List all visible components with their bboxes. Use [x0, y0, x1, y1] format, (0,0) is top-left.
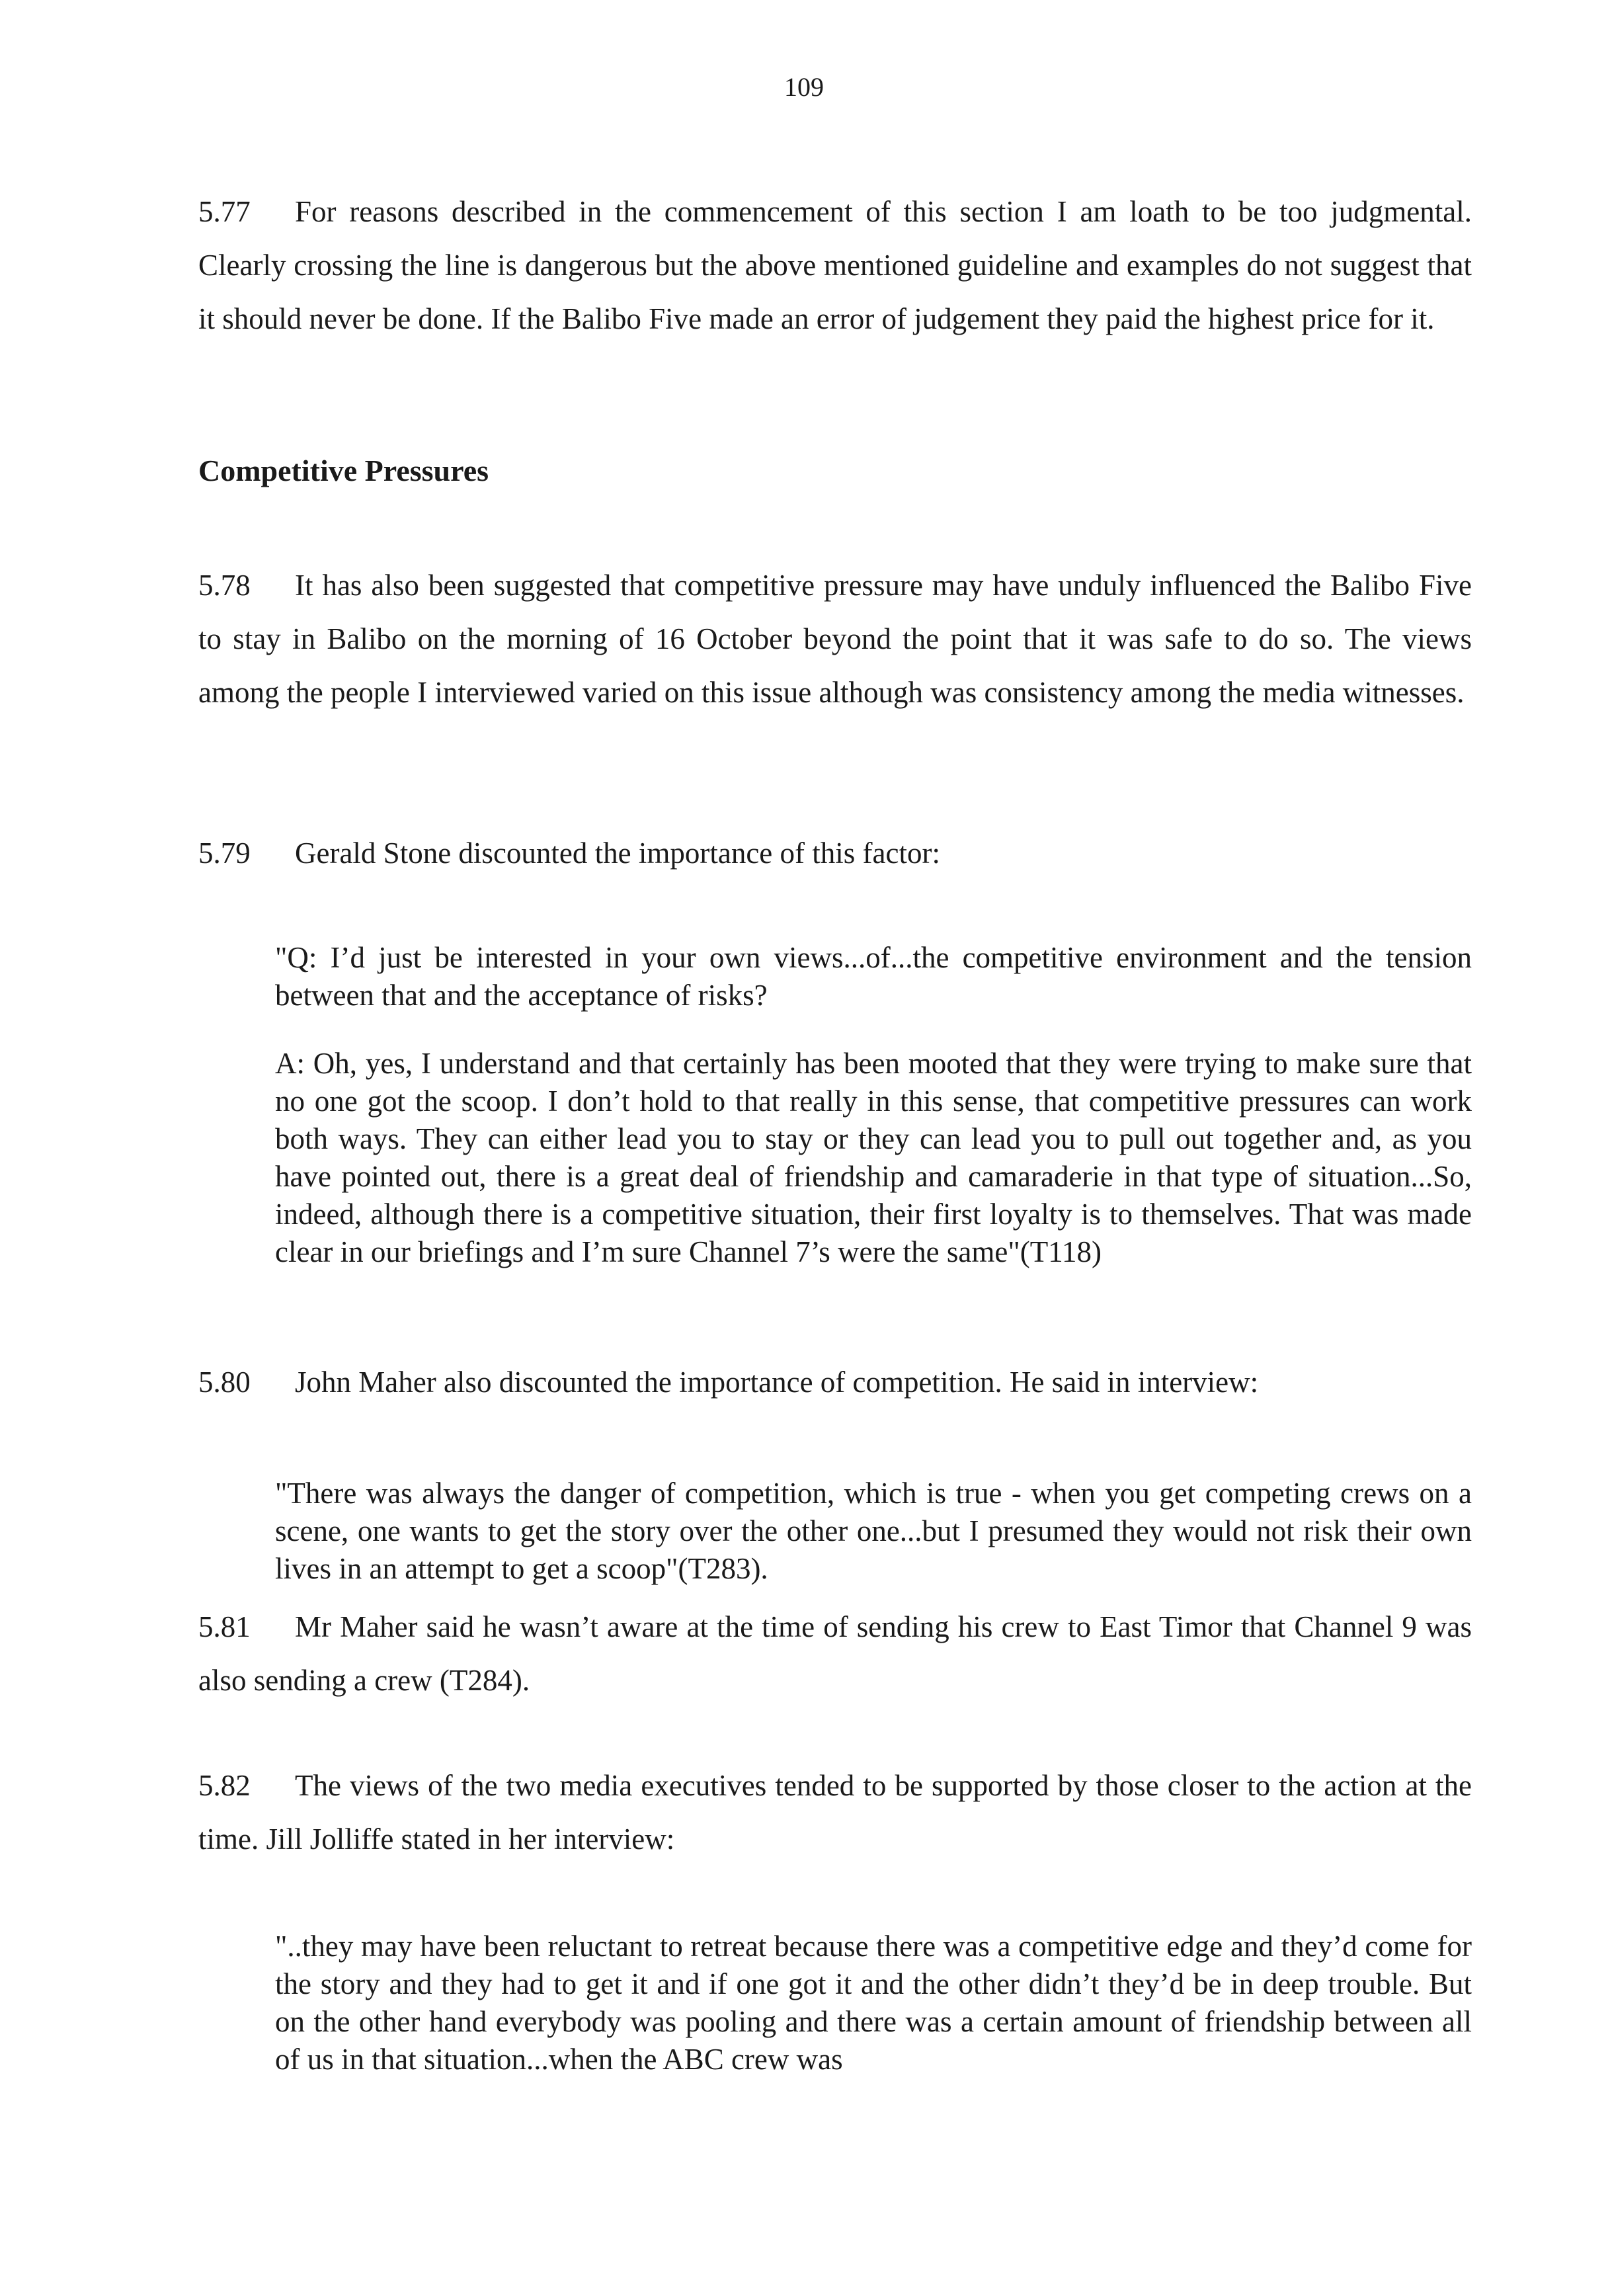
paragraph-number: 5.78 — [198, 569, 251, 602]
paragraph-text: It has also been suggested that competitive pressure may have unduly influenced the Balibo Five to stay in Balibo on the morning of 16 October beyond the point that it was safe to do so. The views among the people I interviewed varied on this issue although was consistency among the media witnesses. — [198, 569, 1472, 709]
paragraph-text: Mr Maher said he wasn’t aware at the time of sending his crew to East Timor that Channel 9 was also sending a crew (T284). — [198, 1610, 1472, 1697]
quote-block: "..they may have been reluctant to retreat because there was a competitive edge and they’d come for the story and they had to get it and if one got it and the other didn’t they’d be in deep trouble. But on the other hand everybody was pooling and there was a certain amount of friendship between all of us in that situation...when the ABC crew was — [275, 1930, 1472, 2076]
quote-block: "Q: I’d just be interested in your own views...of...the competitive environment and the tension between that and the acceptance of risks? — [275, 941, 1472, 1012]
paragraph-number: 5.82 — [198, 1769, 251, 1802]
quote-block: "There was always the danger of competition, which is true - when you get competing crews on a scene, one wants to get the story over the other one...but I presumed they would not risk their own lives in an attempt to get a scoop"(T283). — [275, 1477, 1472, 1585]
paragraph-number: 5.80 — [198, 1366, 251, 1399]
paragraph-5-81 — [198, 1600, 1472, 1707]
paragraph-text: Gerald Stone discounted the importance of this factor: — [295, 837, 940, 870]
section-heading: Competitive Pressures — [198, 454, 489, 487]
paragraph-5-80 — [198, 1356, 1472, 1409]
quote-block: A: Oh, yes, I understand and that certainly has been mooted that they were trying to make sure that no one got the scoop. I don’t hold to that really in this sense, that competitive pressures can work both ways. They can either lead you to stay or they can lead you to pull out together and, as you have pointed out, there is a great deal of friendship and camaraderie in that type of situation...So, indeed, although there is a competitive situation, their first loyalty is to themselves. That was made clear in our briefings and I’m sure Channel 7’s were the same"(T118) — [275, 1047, 1472, 1268]
paragraph-number: 5.81 — [198, 1610, 251, 1643]
paragraph-5-77 — [198, 185, 1472, 346]
paragraph-5-82 — [198, 1759, 1472, 1866]
paragraph-5-79 — [198, 827, 1472, 880]
paragraph-5-78 — [198, 559, 1472, 719]
paragraph-number: 5.77 — [198, 195, 251, 228]
paragraph-text: John Maher also discounted the importance of competition. He said in interview: — [295, 1366, 1259, 1399]
paragraph-text: For reasons described in the commencement of this section I am loath to be too judgmental. Clearly crossing the line is dangerous but the above mentioned guideline and examples do not suggest that it should never be done. If the Balibo Five made an error of judgement they paid the highest price for it. — [198, 195, 1472, 335]
paragraph-text: The views of the two media executives tended to be supported by those closer to the action at the time. Jill Jolliffe stated in her interview: — [198, 1769, 1472, 1856]
paragraph-number: 5.79 — [198, 837, 251, 870]
page-number: 109 — [784, 72, 824, 102]
